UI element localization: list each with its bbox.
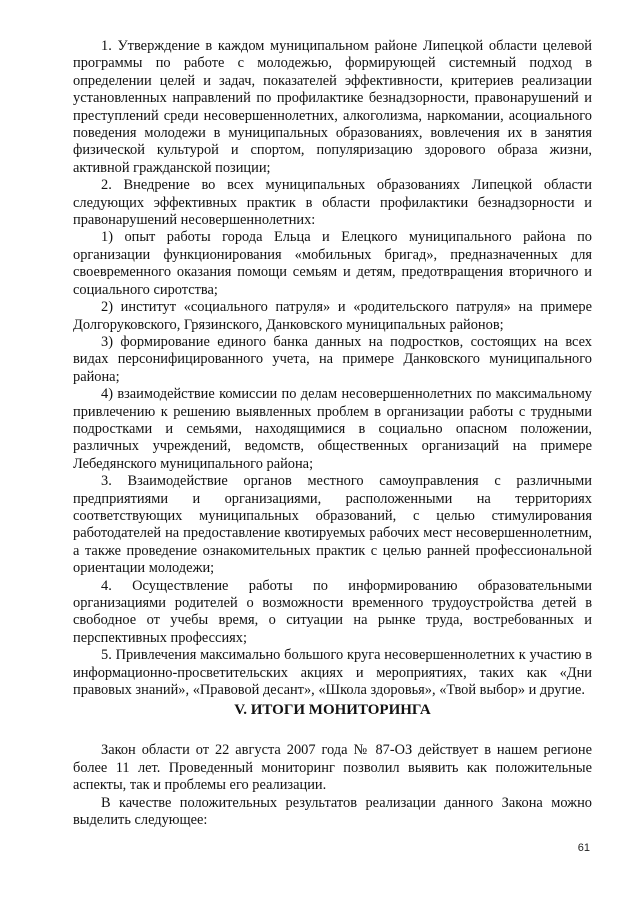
paragraph-item-4: 4. Осуществление работы по информированию образовательными организациями родителей о возможности временного трудоустройства детей в свободное от учебы время, о ситуации на рынке труда, востребованных и перспективных профессиях;	[73, 577, 592, 646]
paragraph-subitem-1: 1) опыт работы города Ельца и Елецкого муниципального района по организации функционирования «мобильных бригад», предназначенных для своевременного оказания помощи семьям и детям, предотвращения вторичного и социального сиротства;	[73, 229, 592, 298]
paragraph-law-summary: Закон области от 22 августа 2007 года № 87-ОЗ действует в нашем регионе более 11 лет. Проведенный мониторинг позволил выявить как положительные аспекты, так и проблемы его реализации.	[73, 742, 592, 794]
paragraph-item-1: 1. Утверждение в каждом муниципальном районе Липецкой области целевой программы по работе с молодежью, формирующей системный подход в определении целей и задач, показателей эффективности, критериев реализации установленных направлений по профилактике безнадзорности, правонарушений и преступлений среди несовершеннолетних, алкоголизма, наркомании, асоциального поведения молодежи в муниципальных образованиях, вовлечения их в занятия физической культурой и спортом, популяризацию здорового образа жизни, активной гражданской позиции;	[73, 38, 592, 176]
page-number: 61	[577, 842, 590, 854]
paragraph-subitem-2: 2) институт «социального патруля» и «родительского патруля» на примере Долгоруковского, Грязинского, Данковского муниципальных районов;	[73, 299, 592, 333]
section-heading: V. ИТОГИ МОНИТОРИНГА	[234, 702, 431, 719]
paragraph-subitem-3: 3) формирование единого банка данных на подростков, состоящих на всех видах персонифицированного учета, на примере Данковского муниципального района;	[73, 333, 592, 385]
paragraph-item-3: 3. Взаимодействие органов местного самоуправления с различными предприятиями и организациями, расположенными на территориях соответствующих муниципальных образований, с целью стимулирования работодателей на предоставление квотируемых рабочих мест несовершеннолетним, а также проведение ознакомительных практик с целью ранней профессиональной ориентации молодежи;	[73, 473, 592, 577]
paragraph-item-5: 5. Привлечения максимально большого круга несовершеннолетних к участию в информационно-просветительских акциях и мероприятиях, таких как «Дни правовых знаний», «Правовой десант», «Школа здоровья», «Твой выбор» и другие.	[73, 647, 592, 699]
paragraph-subitem-4: 4) взаимодействие комиссии по делам несовершеннолетних по максимальному привлечению к решению выявленных проблем в организации работы с трудными подростками и семьями, находящимися в социально опасном положении, различных учреждений, ведомств, общественных организаций на примере Лебедянского муниципального района;	[73, 386, 592, 472]
paragraph-positive-results: В качестве положительных результатов реализации данного Закона можно выделить следующее:	[73, 794, 592, 829]
document-page	[73, 38, 592, 829]
paragraph-item-2: 2. Внедрение во всех муниципальных образованиях Липецкой области следующих эффективных практик в области профилактики безнадзорности и правонарушений несовершеннолетних:	[73, 177, 592, 229]
